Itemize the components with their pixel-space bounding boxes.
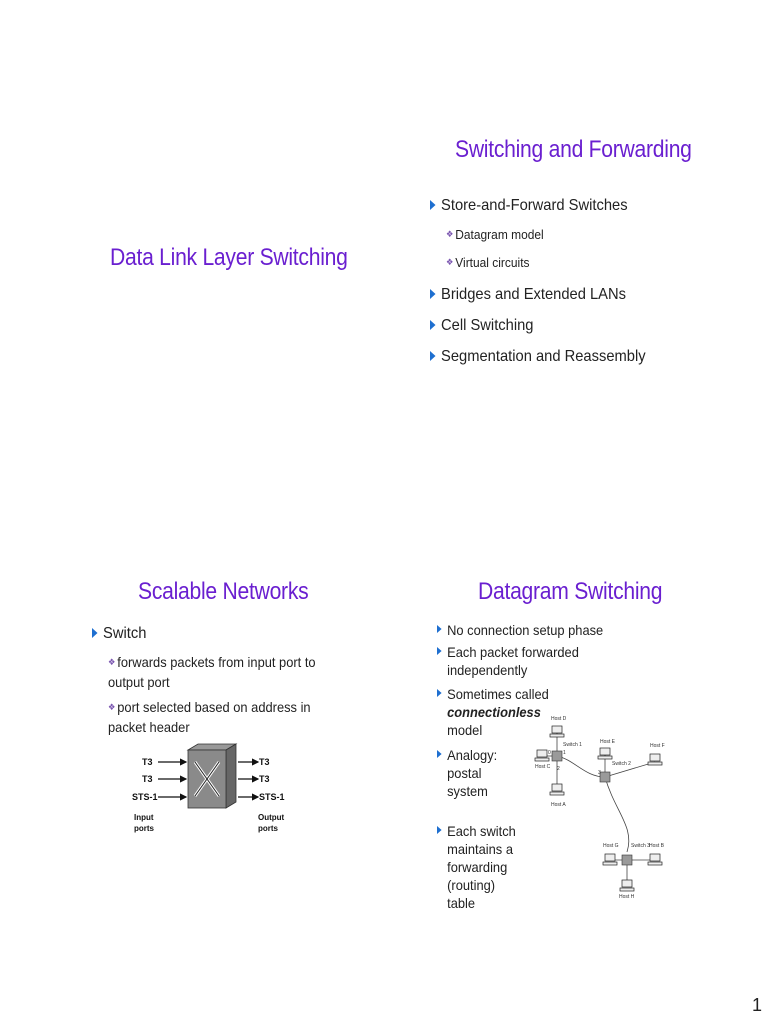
bullet-arrow-icon — [437, 689, 442, 697]
page-number: 1 — [751, 995, 762, 1015]
slide2-bullet-1: Store-and-Forward Switches — [430, 197, 628, 215]
host-f-label: Host F — [650, 743, 665, 749]
host-g-label: Host G — [603, 843, 619, 849]
host-c-label: Host C — [535, 764, 551, 770]
bullet-arrow-icon — [437, 647, 442, 655]
diamond-bullet-icon: ❖ — [108, 657, 116, 667]
slide2-sub-bullet-1: ❖ Datagram model — [446, 227, 544, 242]
slide2-bullet-2: Bridges and Extended LANs — [430, 286, 626, 304]
slide2-sub-bullet-2: ❖ Virtual circuits — [446, 255, 530, 270]
host-e-label: Host E — [600, 739, 616, 745]
output-port-label-2: T3 — [259, 774, 270, 784]
bullet-arrow-icon — [437, 826, 442, 834]
port-label: 1 — [563, 750, 566, 756]
slide3-title: Scalable Networks — [138, 578, 309, 605]
switch-1-label: Switch 1 — [563, 742, 582, 748]
input-port-label-2: T3 — [142, 774, 153, 784]
host-h-label: Host H — [619, 894, 635, 900]
input-port-label-3: STS-1 — [132, 792, 158, 802]
bullet-arrow-icon — [430, 289, 436, 299]
bullet-arrow-icon — [430, 200, 436, 210]
port-label: 2 — [557, 766, 560, 772]
slide4-title: Datagram Switching — [478, 578, 663, 605]
input-ports-caption: Input ports — [134, 813, 154, 833]
port-label: 3 — [598, 770, 601, 776]
output-port-label-3: STS-1 — [259, 792, 285, 802]
bullet-arrow-icon — [430, 351, 436, 361]
port-label: 0 — [548, 750, 551, 756]
slide2-bullet-3: Cell Switching — [430, 317, 533, 335]
host-a-label: Host A — [551, 802, 566, 808]
bullet-arrow-icon — [430, 320, 436, 330]
diamond-bullet-icon: ❖ — [446, 257, 454, 267]
output-port-label-1: T3 — [259, 757, 270, 767]
bullet-arrow-icon — [437, 750, 442, 758]
bullet-arrow-icon — [92, 628, 98, 638]
slide2-bullet-4: Segmentation and Reassembly — [430, 348, 646, 366]
connectionless-emphasis: connectionless — [447, 704, 541, 720]
slide4-bullet-2: Each packet forwarded independently — [437, 643, 585, 679]
output-ports-caption: Output ports — [258, 813, 285, 833]
diamond-bullet-icon: ❖ — [446, 229, 454, 239]
switch-3-label: Switch 3 — [631, 843, 650, 849]
slide1-title: Data Link Layer Switching — [110, 244, 348, 271]
slide2-title: Switching and Forwarding — [455, 136, 692, 163]
diamond-bullet-icon: ❖ — [108, 702, 116, 712]
switch-2-label: Switch 2 — [612, 761, 631, 767]
slide3-sub-bullet-2: ❖ port selected based on address in packet header — [108, 699, 311, 735]
slide3-sub-bullet-1: ❖ forwards packets from input port to output port — [108, 654, 316, 690]
slide4-bullet-3: Sometimes called connectionless model — [437, 685, 631, 739]
slide4-bullet-5: Each switch maintains a forwarding (routing) table — [437, 822, 519, 912]
slide4-bullet-1: No connection setup phase — [437, 621, 603, 639]
slide4-bullet-4: Analogy: postal system — [437, 746, 502, 800]
slide3-bullet: Switch — [92, 625, 146, 643]
host-d-label: Host D — [551, 716, 567, 722]
input-port-label-1: T3 — [142, 757, 153, 767]
bullet-arrow-icon — [437, 625, 442, 633]
host-b-label: Host B — [649, 843, 665, 849]
